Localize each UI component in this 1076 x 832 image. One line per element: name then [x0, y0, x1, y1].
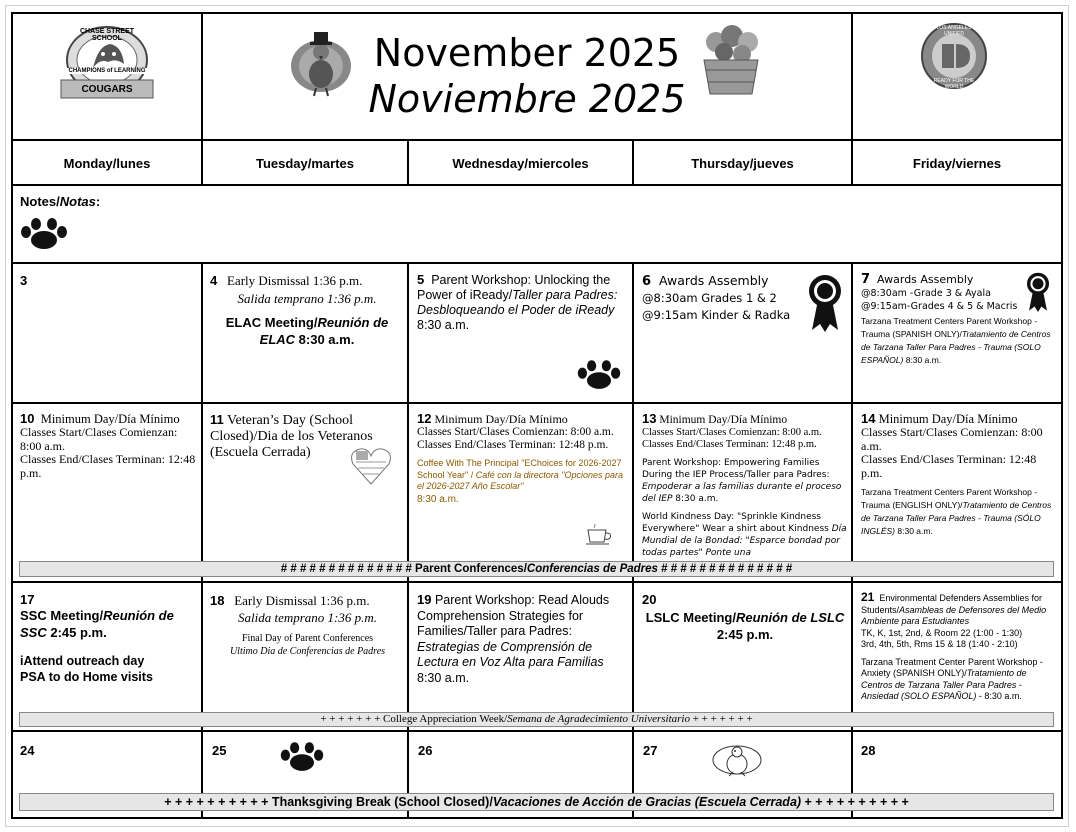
notes-colon: :	[95, 194, 101, 209]
event-text: Classes End/Clases Terminan: 12:48 p.m.	[20, 452, 196, 480]
event-text: @9:15am Kinder & Radka	[642, 308, 791, 322]
event-title: Minimum Day/Día Mínimo	[40, 412, 180, 426]
title-spanish: Noviembre 2025	[368, 77, 686, 121]
notes-label-es: Notas	[59, 194, 96, 209]
event-text: Classes Start/Clases Comienzan: 8:00 a.m.	[417, 426, 614, 438]
day-number: 7	[861, 272, 871, 287]
cell-nov-10	[20, 412, 198, 558]
day-number: 14	[861, 412, 876, 426]
banner-text: + + + + + + +	[689, 713, 753, 725]
award-ribbon-icon	[808, 274, 842, 336]
grid-line	[201, 262, 203, 819]
event-text: Classes End/Clases Terminan: 12:48 p.m.	[642, 439, 817, 450]
day-number: 27	[643, 743, 658, 758]
banner-text-es: Semana de Agradecimiento Universitario	[507, 713, 690, 725]
paw-print-icon	[575, 360, 623, 395]
event-text: Final Day of Parent Conferences	[241, 633, 374, 644]
turkey-icon	[288, 26, 354, 98]
workshop-text: Tarzana Treatment Centers Parent Workshop - Trauma (ENGLISH ONLY)/	[861, 487, 1038, 510]
workshop-time: 8:30 a.m.	[903, 355, 942, 365]
day-number: 19	[417, 592, 432, 607]
workshop-time: - 8:30 a.m.	[976, 691, 1022, 701]
event-text: Classes Start/Clases Comienzan: 8:00 a.m.	[861, 425, 1043, 453]
cell-nov-28	[861, 742, 1056, 792]
event-text-es: Asambleas de Defensores del Medio Ambiente para Estudiantes	[861, 604, 1047, 626]
cell-nov-27	[643, 742, 843, 792]
event-text: Parent Workshop: Read Alouds Comprehension Strategies for Families/Taller para Padres:	[417, 593, 610, 638]
day-number: 5	[417, 272, 425, 287]
day-number: 17	[20, 592, 35, 607]
cell-nov-18	[210, 592, 405, 710]
cell-nov-20	[642, 592, 848, 710]
workshop-text-es: Empoderar a las familias durante el proceso del IEP	[642, 482, 842, 504]
school-logo-band: CHAMPIONS of LEARNING	[62, 68, 152, 74]
day-number: 26	[418, 743, 433, 758]
district-logo	[920, 22, 988, 90]
notes-label	[20, 194, 100, 209]
banner-text: # # # # # # # # # # # # # #	[657, 563, 793, 575]
event-text: Classes Start/Clases Comienzan: 8:00 a.m.	[642, 427, 822, 438]
event-title: Awards Assembly	[659, 273, 769, 288]
workshop-time: 8:30 a.m.	[895, 526, 933, 536]
district-logo-top: LOS ANGELES UNIFIED	[936, 25, 972, 37]
banner-text-es: Conferencias de Padres	[526, 563, 658, 575]
grid-line	[11, 402, 1063, 404]
event-text: TK, K, 1st, 2nd, & Room 22 (1:00 - 1:30)	[861, 627, 1023, 638]
event-text: Ultimo Dia de Conferencias de Padres	[229, 646, 386, 657]
day-name-thursday: Thursday/jueves	[691, 155, 794, 171]
day-name-monday: Monday/lunes	[63, 155, 151, 171]
meeting-title: LSLC Meeting/	[645, 610, 736, 625]
event-text: Early Dismissal 1:36 p.m.	[234, 593, 370, 608]
workshop-text-es: Tratamiento de Centros de Tarzana Taller Para Padres - Ansiedad (SOLO ESPAÑOL)	[861, 668, 1027, 701]
day-number: 13	[642, 412, 657, 426]
kindness-text: World Kindness Day: "Sprinkle Kindness Everywhere" Wear a shirt about Kindness	[642, 512, 832, 534]
cell-nov-17	[20, 592, 198, 710]
day-number: 12	[417, 412, 432, 426]
coffee-cup-icon	[585, 524, 615, 551]
day-number: 21	[861, 592, 875, 604]
workshop-text: Parent Workshop: Empowering Families During the IEP Process/Taller para Padres:	[642, 458, 830, 480]
banner-text: # # # # # # # # # # # # # # Parent Conferences/	[280, 563, 527, 575]
day-number: 25	[212, 743, 227, 758]
workshop-text-es: Tratamiento de Centros de Tarzana Taller Para Padres - Trauma (SÓLO INGLÉS)	[861, 500, 1052, 536]
cell-nov-14	[861, 412, 1059, 558]
day-number: 3	[20, 273, 28, 288]
grid-line	[407, 262, 409, 819]
district-logo-bottom: READY FOR THE WORLD	[933, 78, 975, 90]
award-ribbon-icon	[1023, 272, 1053, 316]
cell-nov-3	[20, 272, 195, 400]
day-number: 18	[210, 593, 225, 608]
event-text: @8:30am -Grade 3 & Ayala	[861, 288, 991, 299]
cell-nov-19	[417, 592, 629, 710]
event-text: Veteran’s Day (School Closed)/Dia de los Veteranos (Escuela Cerrada)	[210, 413, 373, 460]
event-text: Salida temprano 1:36 p.m.	[237, 291, 377, 306]
cell-nov-7	[861, 272, 1059, 400]
event-text: Classes End/Clases Terminan: 12:48 p.m.	[417, 439, 609, 451]
day-number: 28	[861, 743, 876, 758]
day-number: 24	[20, 743, 35, 758]
event-text: Classes End/Clases Terminan: 12:48 p.m.	[861, 452, 1037, 480]
event-title: Minimum Day/Día Mínimo	[434, 412, 568, 426]
notes-label-en: Notes/	[20, 194, 60, 209]
paw-print-icon	[18, 218, 70, 255]
event-text: Classes Start/Clases Comienzan: 8:00 a.m.	[20, 425, 178, 453]
day-name-friday: Friday/viernes	[912, 155, 1002, 171]
cell-nov-12	[417, 412, 629, 558]
day-name-wednesday: Wednesday/miercoles	[452, 155, 589, 171]
meeting-title-es: Reunión de ELAC	[259, 315, 389, 347]
banner-text: + + + + + + + College Appreciation Week/	[320, 713, 508, 725]
event-text: Parent Workshop: Unlocking the Power of iReady/	[417, 273, 611, 302]
title-english: November 2025	[373, 31, 681, 75]
school-logo-bottom: COUGARS	[81, 84, 133, 95]
meeting-title-es: Reunión de LSLC	[735, 610, 845, 625]
grid-line	[11, 730, 1063, 732]
event-text-es: Estrategias de Comprensión de Lectura en Voz Alta para Familias	[417, 639, 604, 669]
banner-text: + + + + + + + + + +	[801, 795, 909, 809]
event-title: Minimum Day/Día Mínimo	[659, 414, 788, 426]
grid-line	[632, 262, 634, 819]
school-logo-top: CHASE STREET SCHOOL	[79, 28, 135, 42]
cell-nov-5	[417, 272, 629, 400]
cell-nov-13	[642, 412, 848, 558]
day-number: 4	[210, 273, 218, 288]
cell-nov-11	[210, 412, 405, 558]
school-logo	[58, 24, 156, 102]
day-number: 10	[20, 412, 35, 426]
event-text-es: Taller para Padres: Desbloqueando el Poder de iReady	[417, 288, 618, 317]
banner-college-week	[19, 712, 1054, 727]
event-text: @9:15am-Grades 4 & 5 & Macris	[861, 301, 1018, 312]
meeting-title-es: Reunión de SSC	[20, 608, 174, 640]
event-text: iAttend outreach day	[20, 654, 145, 668]
workshop-time: 8:30 a.m.	[672, 494, 719, 504]
event-text: PSA to do Home visits	[20, 670, 153, 684]
harvest-basket-icon	[696, 22, 766, 98]
cell-nov-25	[212, 742, 402, 792]
meeting-time: 8:30 a.m.	[295, 332, 355, 347]
event-text: Salida temprano 1:36 p.m.	[237, 610, 378, 625]
banner-text: + + + + + + + + + + Thanksgiving Break (School Closed)/	[164, 795, 493, 809]
meeting-time: 2:45 p.m.	[46, 625, 107, 640]
grid-line	[11, 581, 1063, 583]
event-time: 8:30 a.m.	[417, 318, 470, 332]
paw-print-icon	[278, 742, 326, 777]
meeting-time: 2:45 p.m.	[716, 627, 774, 642]
coffee-time: 8:30 a.m.	[417, 493, 459, 505]
turkey-outline-icon	[709, 742, 765, 783]
grid-line	[851, 12, 853, 141]
cell-nov-26	[418, 742, 618, 792]
event-title: Awards Assembly	[877, 273, 974, 286]
coffee-text-es: Café con la directora "Opciones para el 2026-2027 Año Escolar"	[417, 469, 624, 491]
meeting-title: SSC Meeting/	[20, 608, 104, 623]
flag-heart-icon	[350, 446, 392, 491]
meeting-title: ELAC Meeting/	[225, 315, 318, 330]
day-name-tuesday: Tuesday/martes	[255, 155, 355, 171]
cell-nov-4	[210, 272, 404, 400]
coffee-text: Coffee With The Principal "EChoices for 2026-2027 School Year" /	[417, 458, 622, 480]
day-number: 20	[642, 592, 657, 607]
day-number: 11	[210, 412, 224, 427]
grid-line	[11, 262, 1063, 264]
grid-line	[851, 262, 853, 819]
workshop-text-es: Tratamiento de Centros de Tarzana Taller Para Padres - Trauma (SOLO ESPAÑOL)	[861, 329, 1051, 365]
banner-thanksgiving-break	[19, 793, 1054, 811]
event-text: Environmental Defenders Assemblies for Students/	[861, 593, 1042, 615]
workshop-text: Tarzana Treatment Centers Parent Workshop - Trauma (SPANISH ONLY)/	[861, 316, 1038, 339]
event-text: 3rd, 4th, 5th, Rms 15 & 18 (1:40 - 2:10)	[861, 639, 1018, 649]
kindness-text-es: Día Mundial de la Bondad: "Esparce bondad por todas partes" Ponte una	[642, 524, 847, 558]
event-text: Early Dismissal 1:36 p.m.	[226, 273, 363, 288]
banner-parent-conferences	[19, 561, 1054, 577]
event-title: Minimum Day/Día Mínimo	[878, 412, 1018, 426]
event-text: @8:30am Grades 1 & 2	[642, 291, 777, 305]
day-number: 6	[642, 274, 652, 289]
banner-text-es: Vacaciones de Acción de Gracias (Escuela Cerrada)	[492, 795, 802, 809]
cell-nov-24	[20, 742, 190, 792]
cell-nov-21	[861, 592, 1059, 710]
event-time: 8:30 a.m.	[417, 670, 470, 685]
cell-nov-6	[642, 272, 848, 400]
workshop-text: Tarzana Treatment Center Parent Workshop - Anxiety (SPANISH ONLY)/	[861, 656, 1043, 678]
